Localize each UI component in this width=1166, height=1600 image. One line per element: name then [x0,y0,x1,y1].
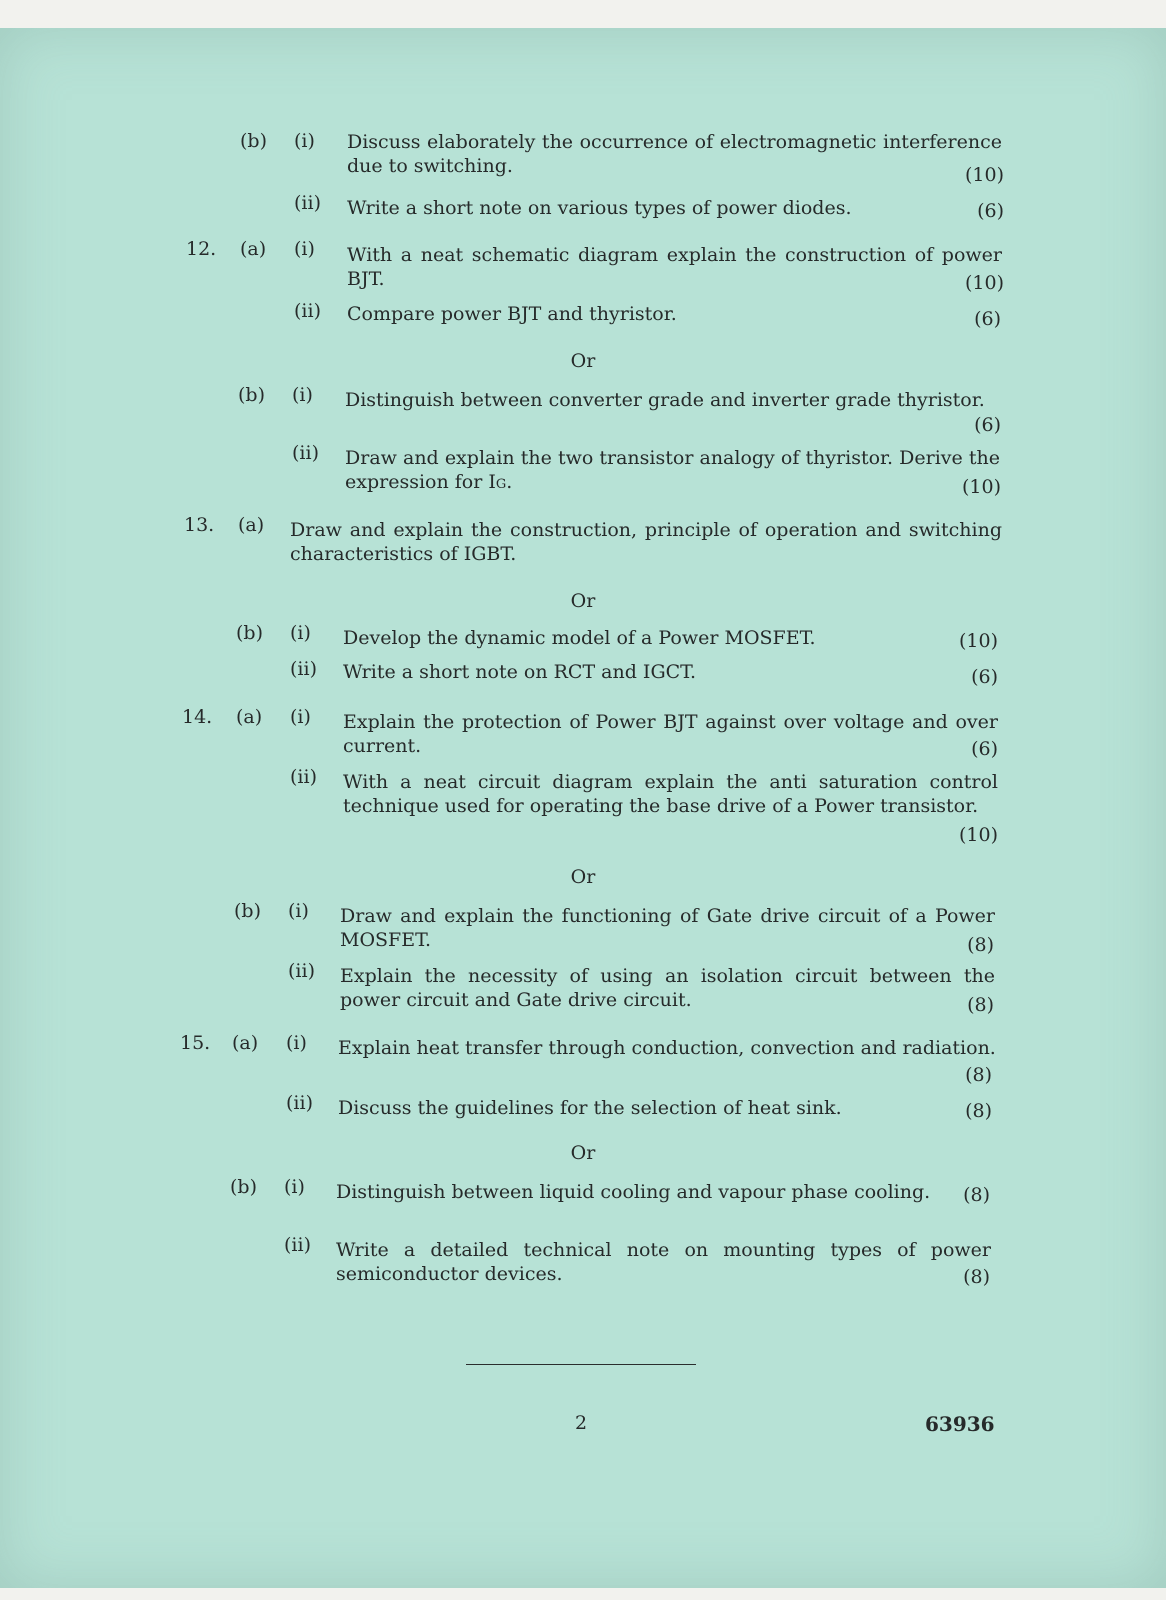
q12a-ii-marks: (6) [974,308,1001,330]
q13b-i-text: Develop the dynamic model of a Power MOSFET. [343,627,816,649]
q13b-ii-marks: (6) [971,666,998,688]
q14a-ii-num: (ii) [290,766,317,788]
q14b-ii-text: Explain the necessity of using an isolation circuit between the power circuit and Gate drive circuit. [340,965,995,1011]
q12a-i-marks: (10) [964,272,1004,294]
q14b-i-num: (i) [288,900,309,922]
q15-or: Or [570,1142,596,1164]
q15a-i-num: (i) [286,1032,307,1054]
q12a-ii-num: (ii) [294,300,321,322]
end-rule [466,1364,696,1365]
q15b-i-text: Distinguish between liquid cooling and vapour phase cooling. [336,1181,931,1203]
q11b-ii-marks: (6) [977,200,1004,222]
q13a-label: (a) [238,514,265,536]
q13b-label: (b) [236,622,263,644]
q12a-i-num: (i) [294,238,315,260]
q15a-label: (a) [232,1032,259,1054]
q12b-ii-num: (ii) [292,442,319,464]
q15a-i-text: Explain heat transfer through conduction, convection and radiation. [338,1037,996,1059]
q14a-i-marks: (6) [971,738,998,760]
q14b-ii-num: (ii) [288,960,315,982]
q12b-i-marks: (6) [974,414,1001,436]
q13a-text: Draw and explain the construction, principle of operation and switching characteristics of IGBT. [290,519,1002,565]
q14b-ii-marks: (8) [967,994,994,1016]
q12b-ii-subscript: G [495,477,507,492]
q12b-ii-text-end: . [506,471,513,493]
q13b-ii-num: (ii) [290,658,317,680]
q11b-i-marks: (10) [964,164,1004,186]
q11b-ii-num: (ii) [294,192,321,214]
q11b-i-num: (i) [294,130,315,152]
q12b-label: (b) [238,384,265,406]
q12-number: 12. [186,238,217,260]
q15-number: 15. [180,1032,211,1054]
q15b-i-num: (i) [284,1176,305,1198]
q15a-i-marks: (8) [965,1064,992,1086]
q14a-ii-text: With a neat circuit diagram explain the anti saturation control technique used for operating the base drive of a Power transistor. [343,771,998,817]
q12-or: Or [570,350,596,372]
q12b-ii-marks: (10) [961,476,1001,498]
q12b-ii-text [345,446,1000,497]
q11b-i-text: Discuss elaborately the occurrence of electromagnetic interference due to switching. [347,131,1002,177]
q12a-i-text: With a neat schematic diagram explain the construction of power BJT. [347,244,1002,290]
q14b-label: (b) [234,900,261,922]
q12b-i-num: (i) [292,384,313,406]
q15b-ii-text: Write a detailed technical note on mounting types of power semiconductor devices. [336,1239,991,1285]
q15b-label: (b) [230,1176,257,1198]
q15b-ii-marks: (8) [963,1266,990,1288]
q14a-label: (a) [236,706,263,728]
q14b-i-marks: (8) [967,934,994,956]
q14-or: Or [570,866,596,888]
q12b-i-text: Distinguish between converter grade and inverter grade thyristor. [345,389,985,411]
q13b-ii-text: Write a short note on RCT and IGCT. [343,661,697,683]
q15b-ii-num: (ii) [284,1234,311,1256]
q13-or: Or [570,590,596,612]
q13-number: 13. [184,514,215,536]
q15a-ii-marks: (8) [965,1100,992,1122]
q15b-i-marks: (8) [963,1184,990,1206]
q14a-ii-marks: (10) [958,824,998,846]
q14a-i-num: (i) [290,706,311,728]
q14-number: 14. [182,706,213,728]
q12a-ii-text: Compare power BJT and thyristor. [347,303,677,325]
q15a-ii-text: Discuss the guidelines for the selection of heat sink. [338,1097,842,1119]
paper-code: 63936 [925,1412,995,1436]
q11b-label: (b) [240,130,267,152]
q12b-ii-text-main: Draw and explain the two transistor analogy of thyristor. Derive the expression for I [345,447,1000,493]
q14a-i-text: Explain the protection of Power BJT against over voltage and over current. [343,711,998,757]
q14b-i-text: Draw and explain the functioning of Gate drive circuit of a Power MOSFET. [340,905,995,951]
q13b-i-num: (i) [290,622,311,644]
q12a-label: (a) [240,238,267,260]
page-number: 2 [575,1412,588,1434]
q15a-ii-num: (ii) [286,1092,313,1114]
q13b-i-marks: (10) [958,630,998,652]
q11b-ii-text: Write a short note on various types of power diodes. [347,197,852,219]
